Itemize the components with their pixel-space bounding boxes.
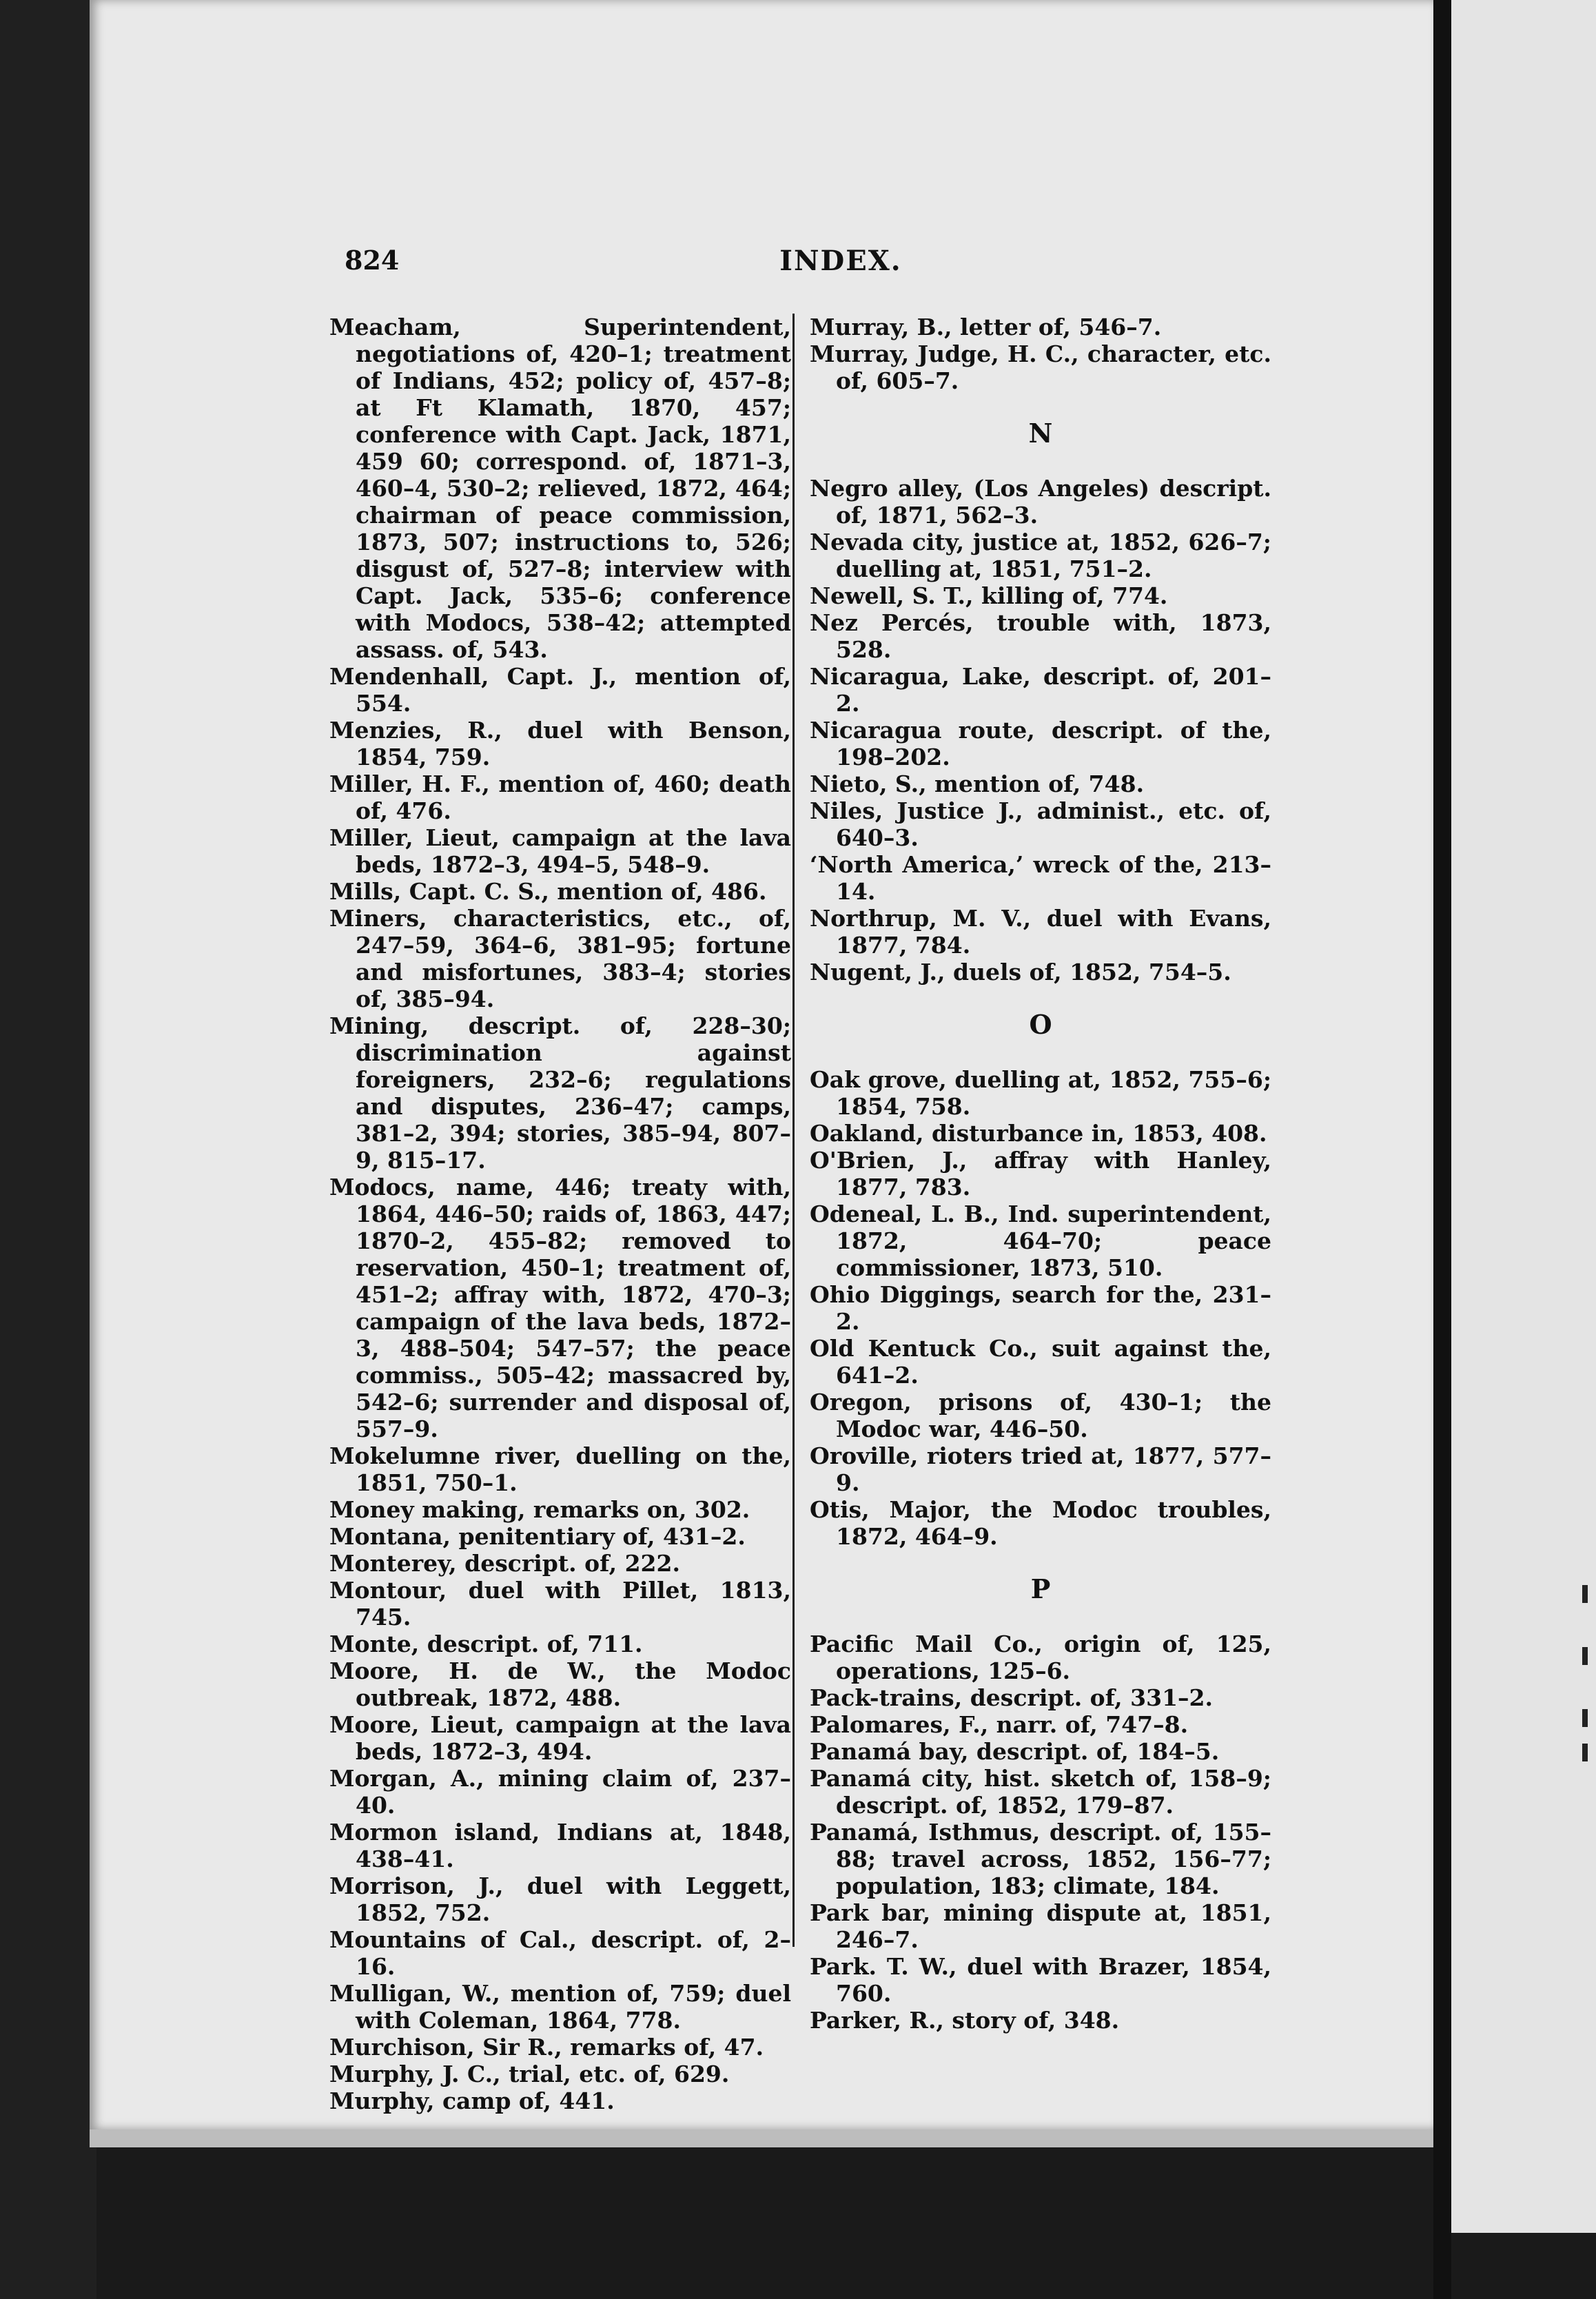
index-entry: Oakland, disturbance in, 1853, 408. — [810, 1120, 1267, 1147]
index-entry: Pacific Mail Co., origin of, 125, operations, 125–6. — [810, 1631, 1271, 1684]
page-gutter — [1433, 0, 1451, 2299]
index-entry: Panamá bay, descript. of, 184–5. — [810, 1738, 1220, 1765]
page-bottom-edge — [90, 2129, 1433, 2147]
index-entry: Northrup, M. V., duel with Evans, 1877, 784. — [810, 905, 1271, 959]
next-page-edge — [1451, 0, 1596, 2233]
index-entry: Modocs, name, 446; treaty with, 1864, 446–50; raids of, 1863, 447; 1870–2, 455–82; removed to reservation, 450–1; treatment of, 451–2; affray with, 1872, 470–3; campaign of the lava beds, 1872–3, 488–504; 547–57; the peace commiss., 505–42; massacred by, 542–6; surrender and disposal of, 557–9. — [329, 1174, 791, 1442]
index-entry: Nicaragua route, descript. of the, 198–202. — [810, 717, 1271, 770]
index-entry: Mormon island, Indians at, 1848, 438–41. — [329, 1819, 791, 1872]
index-entry: Meacham, Superintendent, negotiations of, 420–1; treatment of Indians, 452; policy of, 457–8; at Ft Klamath, 1870, 457; conference with Capt. Jack, 1871, 459 60; correspond. of, 1871–3, 460–4, 530–2; relieved, 1872, 464; chairman of peace commission, 1873, 507; instructions to, 526; disgust of, 527–8; interview with Capt. Jack, 535–6; conference with Modocs, 538–42; attempted assass. of, 543. — [329, 314, 791, 663]
index-entry: Murphy, J. C., trial, etc. of, 629. — [329, 2061, 730, 2087]
index-entry: O'Brien, J., affray with Hanley, 1877, 783. — [810, 1147, 1271, 1200]
index-entry: Nevada city, justice at, 1852, 626–7; duelling at, 1851, 751–2. — [810, 529, 1271, 582]
index-entry: Oroville, rioters tried at, 1877, 577–9. — [810, 1442, 1271, 1496]
right-column — [810, 314, 1271, 2034]
scan-left-margin — [0, 0, 96, 2299]
index-entry: Murray, B., letter of, 546–7. — [810, 314, 1162, 340]
index-entry: ‘North America,’ wreck of the, 213–14. — [810, 851, 1271, 905]
index-entry: Newell, S. T., killing of, 774. — [810, 582, 1168, 609]
column-divider — [792, 314, 795, 1947]
index-entry: Murphy, camp of, 441. — [329, 2087, 615, 2114]
index-entry: Mendenhall, Capt. J., mention of, 554. — [329, 663, 791, 717]
index-entry: Moore, Lieut, campaign at the lava beds, 1872–3, 494. — [329, 1711, 791, 1765]
index-entry: Park. T. W., duel with Brazer, 1854, 760. — [810, 1953, 1271, 2007]
index-entry: Pack-trains, descript. of, 331–2. — [810, 1684, 1213, 1711]
index-entry: Nieto, S., mention of, 748. — [810, 770, 1145, 797]
index-entry: Oak grove, duelling at, 1852, 755–6; 1854, 758. — [810, 1066, 1271, 1120]
index-entry: Panamá, Isthmus, descript. of, 155–88; travel across, 1852, 156–77; population, 183; climate, 184. — [810, 1819, 1271, 1899]
index-entry: Morgan, A., mining claim of, 237–40. — [329, 1765, 791, 1819]
index-entry: Mokelumne river, duelling on the, 1851, 750–1. — [329, 1442, 791, 1496]
next-page-text-fragment — [1582, 1744, 1588, 1761]
index-entry: Montour, duel with Pillet, 1813, 745. — [329, 1577, 791, 1631]
index-entry: Otis, Major, the Modoc troubles, 1872, 464–9. — [810, 1496, 1271, 1550]
next-page-text-fragment — [1582, 1709, 1588, 1727]
index-entry: Menzies, R., duel with Benson, 1854, 759. — [329, 717, 791, 770]
index-entry: Money making, remarks on, 302. — [329, 1496, 750, 1523]
index-entry: Moore, H. de W., the Modoc outbreak, 1872, 488. — [329, 1657, 791, 1711]
index-entry: Negro alley, (Los Angeles) descript. of, 1871, 562–3. — [810, 475, 1271, 529]
running-head: INDEX. — [779, 245, 902, 277]
next-page-text-fragment — [1582, 1647, 1588, 1665]
index-entry: Panamá city, hist. sketch of, 158–9; descript. of, 1852, 179–87. — [810, 1765, 1271, 1819]
left-column — [329, 314, 791, 2114]
index-entry: Niles, Justice J., administ., etc. of, 640–3. — [810, 797, 1271, 851]
index-entry: Old Kentuck Co., suit against the, 641–2. — [810, 1335, 1271, 1389]
index-entry: Odeneal, L. B., Ind. superintendent, 1872, 464–70; peace commissioner, 1873, 510. — [810, 1200, 1271, 1281]
index-entry: Mountains of Cal., descript. of, 2–16. — [329, 1926, 791, 1980]
index-entry: Monte, descript. of, 711. — [329, 1631, 643, 1657]
index-entry: Miller, H. F., mention of, 460; death of, 476. — [329, 770, 791, 824]
index-entry: Palomares, F., narr. of, 747–8. — [810, 1711, 1189, 1738]
index-entry: Mulligan, W., mention of, 759; duel with Coleman, 1864, 778. — [329, 1980, 791, 2034]
index-entry: Ohio Diggings, search for the, 231–2. — [810, 1281, 1271, 1335]
index-entry: Miller, Lieut, campaign at the lava beds, 1872–3, 494–5, 548–9. — [329, 824, 791, 878]
index-entry: Murchison, Sir R., remarks of, 47. — [329, 2034, 764, 2061]
section-letter-p: P — [1030, 1573, 1051, 1604]
index-entry: Mills, Capt. C. S., mention of, 486. — [329, 878, 767, 905]
index-entry: Nugent, J., duels of, 1852, 754–5. — [810, 959, 1231, 985]
index-entry: Oregon, prisons of, 430–1; the Modoc war, 446–50. — [810, 1389, 1271, 1442]
index-entry: Miners, characteristics, etc., of, 247–59, 364–6, 381–95; fortune and misfortunes, 383–4; stories of, 385–94. — [329, 905, 791, 1012]
page-header — [345, 245, 1302, 286]
section-letter-o: O — [1029, 1009, 1052, 1040]
index-entry: Park bar, mining dispute at, 1851, 246–7. — [810, 1899, 1271, 1953]
index-entry: Monterey, descript. of, 222. — [329, 1550, 680, 1577]
index-entry: Parker, R., story of, 348. — [810, 2007, 1120, 2034]
page-number: 824 — [345, 245, 400, 276]
index-entry: Nez Percés, trouble with, 1873, 528. — [810, 609, 1271, 663]
section-letter-n: N — [1028, 418, 1053, 449]
index-entry: Morrison, J., duel with Leggett, 1852, 752. — [329, 1872, 791, 1926]
index-entry: Nicaragua, Lake, descript. of, 201–2. — [810, 663, 1271, 717]
next-page-text-fragment — [1582, 1585, 1588, 1603]
index-entry: Murray, Judge, H. C., character, etc. of, 605–7. — [810, 340, 1271, 394]
index-entry: Montana, penitentiary of, 431–2. — [329, 1523, 746, 1550]
index-entry: Mining, descript. of, 228–30; discrimination against foreigners, 232–6; regulations and disputes, 236–47; camps, 381–2, 394; stories, 385–94, 807–9, 815–17. — [329, 1012, 791, 1174]
